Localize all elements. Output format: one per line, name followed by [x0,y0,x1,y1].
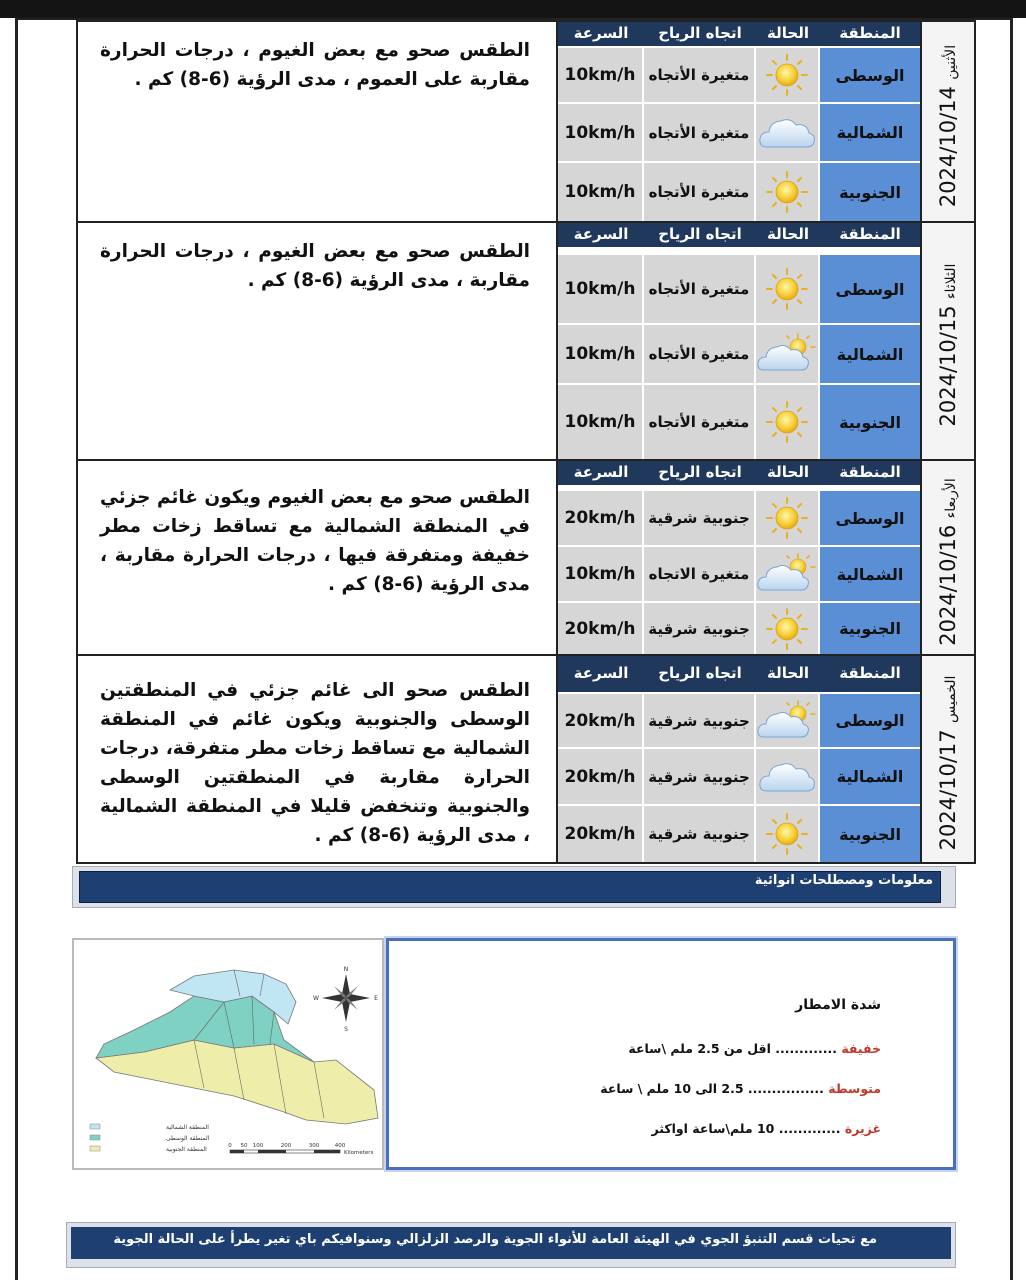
day-date: 2024/10/17 [936,729,960,851]
rain-level-name: متوسطة [828,1081,881,1096]
rain-level-name: غزيرة [844,1121,881,1136]
region-name: الجنوبية [820,806,920,862]
table-header [558,22,920,46]
frame-right-border [1010,18,1013,1280]
info-terms-title: معلومات ومصطلحات انوائية [754,873,933,888]
region-name: الوسطى [820,694,920,747]
wind-speed: 10km/h [558,104,644,161]
region-name: الشمالية [820,325,920,383]
rain-level-heavy [651,1121,881,1136]
partly-cloudy-icon [756,325,820,383]
wind-direction: متغيرة الأتجاه [644,385,756,459]
day-description: الطقس صحو مع بعض الغيوم ، درجات الحرارة مقاربة على العموم ، مدى الرؤية (6-8) كم . [78,22,558,221]
wind-direction: متغيرة الأتجاه [644,325,756,383]
header-region: المنطقة [839,664,901,682]
scale-label: 100 [252,1143,264,1149]
cloud-icon [756,749,820,804]
rain-intensity-box [386,938,956,1170]
forecast-day-3 [76,459,976,656]
header-state: الحالة [767,24,809,42]
header-wind-direction: اتجاه الرياح [658,664,742,682]
rain-level-light [628,1041,881,1056]
day-description: الطقس صحو الى غائم جزئي في المنطقتين الوسطى والجنوبية ويكون غائم في المنطقة الشمالية مع تساقط زخات مطر متفرقة، درجات الحرارة مقاربة في المنطقتين الوسطى والجنوبية وتنخفض قليلا في المنطقة الشمالية ، مدى الرؤية (6-8) كم . [78,656,558,862]
iraq-regions-map [72,938,384,1170]
wind-direction: متغيرة الأتجاه [644,163,756,221]
day-date: 2024/10/14 [936,85,960,207]
info-terms-bar [72,866,956,908]
day-date-column [920,461,974,654]
region-name: الوسطى [820,48,920,102]
wind-direction: جنوبية شرقية [644,694,756,747]
wind-direction: متغيرة الأتجاه [644,104,756,161]
region-name: الجنوبية [820,603,920,654]
scale-label: 200 [280,1143,292,1149]
sun-icon [756,255,820,323]
day-date: 2024/10/15 [936,305,960,427]
scale-label: 0 [228,1143,232,1149]
compass-rose-icon [313,966,378,1033]
partly-cloudy-icon [756,694,820,747]
forecast-table [558,656,920,862]
region-name: الشمالية [820,104,920,161]
header-speed: السرعة [573,463,629,481]
table-row [558,253,920,323]
header-speed: السرعة [573,664,629,682]
sun-icon [756,603,820,654]
wind-speed: 10km/h [558,255,644,323]
header-speed: السرعة [573,24,629,42]
sun-icon [756,48,820,102]
table-row [558,323,920,383]
wind-speed: 10km/h [558,385,644,459]
rain-level-text: ................ 2.5 الى 10 ملم \ ساعة [600,1081,824,1096]
forecast-day-4 [76,654,976,864]
header-wind-direction: اتجاه الرياح [658,24,742,42]
legend-south: المنطقة الجنوبية [166,1146,207,1153]
wind-direction: جنوبية شرقية [644,491,756,545]
wind-speed: 20km/h [558,694,644,747]
rain-level-moderate [600,1081,881,1096]
legend-central: المنطقة الوسطى [166,1135,210,1142]
sun-icon [756,491,820,545]
partly-cloudy-icon [756,547,820,601]
wind-speed: 10km/h [558,547,644,601]
day-description: الطقس صحو مع بعض الغيوم ويكون غائم جزئي في المنطقة الشمالية مع تساقط زخات مطر خفيفة ومتفرقة فيها ، درجات الحرارة مقاربة ، مدى الرؤية (6-8) كم . [78,461,558,654]
compass-n: N [343,966,349,973]
table-row [558,804,920,862]
day-date: 2024/10/16 [936,524,960,646]
forecast-table [558,461,920,654]
table-row [558,747,920,804]
header-region: المنطقة [839,463,901,481]
sun-icon [756,385,820,459]
rain-intensity-title: شدة الامطار [795,997,881,1013]
rain-level-name: خفيفة [841,1041,881,1056]
footer-text: مع تحيات قسم التنبؤ الجوي في الهيئة العامة للأنواء الجوية والرصد الزلزالي وسنوافيكم باي تغير يطرأ على الحالة الجوية [113,1232,877,1247]
table-row [558,102,920,161]
forecast-day-2 [76,221,976,461]
wind-direction: متغيرة الاتجاه [644,547,756,601]
header-region: المنطقة [839,24,901,42]
wind-speed: 20km/h [558,603,644,654]
day-date-column [920,22,974,221]
wind-speed: 10km/h [558,163,644,221]
day-date-column [920,223,974,459]
day-name: الثلاثاء [943,263,959,300]
table-row [558,161,920,221]
region-name: الجنوبية [820,385,920,459]
header-speed: السرعة [573,225,629,243]
day-name: الأربعاء [943,477,959,518]
forecast-table [558,223,920,459]
table-row [558,692,920,747]
day-name: الخميس [943,675,959,723]
rain-level-text: ............. اقل من 2.5 ملم \ساعة [628,1041,837,1056]
region-name: الوسطى [820,255,920,323]
cloud-icon [756,104,820,161]
day-description: الطقس صحو مع بعض الغيوم ، درجات الحرارة مقاربة ، مدى الرؤية (6-8) كم . [78,223,558,459]
table-header [558,461,920,485]
wind-speed: 20km/h [558,749,644,804]
footer-bar [66,1222,956,1268]
map-graphic [74,940,382,1168]
region-name: الوسطى [820,491,920,545]
day-name: الأثنين [943,44,959,80]
region-name: الشمالية [820,749,920,804]
header-wind-direction: اتجاه الرياح [658,225,742,243]
wind-speed: 10km/h [558,325,644,383]
wind-direction: جنوبية شرقية [644,603,756,654]
wind-direction: متغيرة الأتجاه [644,255,756,323]
table-header [558,223,920,247]
sun-icon [756,806,820,862]
forecast-table [558,22,920,221]
table-row [558,46,920,102]
wind-direction: جنوبية شرقية [644,806,756,862]
sun-icon [756,163,820,221]
table-row [558,601,920,654]
wind-direction: جنوبية شرقية [644,749,756,804]
table-row [558,383,920,459]
wind-speed: 20km/h [558,491,644,545]
wind-speed: 10km/h [558,48,644,102]
header-wind-direction: اتجاه الرياح [658,463,742,481]
scale-unit: Kilometers [344,1150,374,1156]
region-name: الجنوبية [820,163,920,221]
wind-speed: 20km/h [558,806,644,862]
wind-direction: متغيرة الأتجاه [644,48,756,102]
scale-label: 300 [308,1143,320,1149]
header-state: الحالة [767,463,809,481]
region-name: الشمالية [820,547,920,601]
forecast-day-1 [76,20,976,223]
map-legend [90,1124,210,1153]
rain-level-text: ............. 10 ملم\ساعة اواكثر [651,1121,841,1136]
table-header [558,656,920,692]
compass-s: S [344,1026,348,1033]
compass-e: E [374,995,378,1002]
top-dark-bar [0,0,1026,18]
table-row [558,489,920,545]
header-state: الحالة [767,225,809,243]
compass-w: W [313,995,319,1002]
scale-label: 400 [334,1143,346,1149]
table-row [558,545,920,601]
map-scale-bar [228,1143,373,1156]
scale-label: 50 [240,1143,248,1149]
legend-north: المنطقة الشمالية [166,1124,209,1131]
header-state: الحالة [767,664,809,682]
frame-left-border [15,18,18,1280]
day-date-column [920,656,974,862]
header-region: المنطقة [839,225,901,243]
